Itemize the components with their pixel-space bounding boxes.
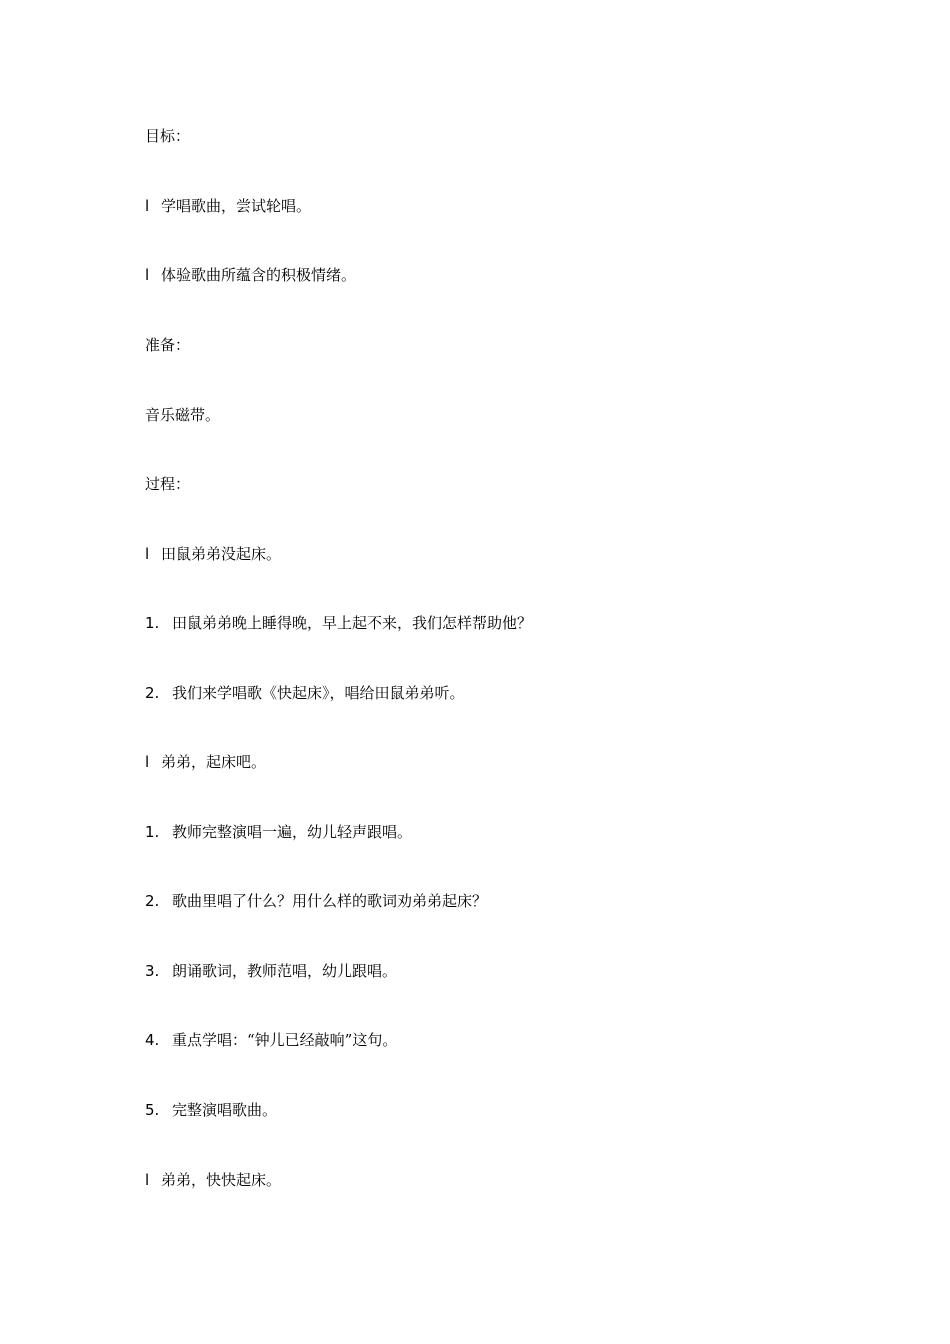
- heading-preparation: [145, 333, 190, 357]
- numbered-item: [145, 1028, 397, 1052]
- numbered-item: [145, 681, 465, 705]
- paragraph-text: 弟弟，快快起床。: [161, 1171, 282, 1189]
- heading-goals: [145, 124, 190, 148]
- bullet-marker: l: [145, 753, 150, 771]
- item-number: 2.: [145, 892, 160, 910]
- bullet-marker: l: [145, 545, 150, 563]
- numbered-item: [145, 611, 532, 635]
- paragraph-text: 目标：: [145, 127, 191, 145]
- paragraph-text: 重点学唱：“钟儿已经敲响”这句。: [172, 1031, 398, 1049]
- bullet-marker: l: [145, 1171, 150, 1189]
- bullet-marker: l: [145, 266, 150, 284]
- paragraph-text: 我们来学唱歌《快起床》，唱给田鼠弟弟听。: [172, 684, 465, 702]
- paragraph-text: 歌曲里唱了什么？用什么样的歌词劝弟弟起床？: [172, 892, 488, 910]
- paragraph-text: 教师完整演唱一遍，幼儿轻声跟唱。: [172, 823, 413, 841]
- bullet-marker: l: [145, 197, 150, 215]
- paragraph-text: 过程：: [145, 475, 191, 493]
- paragraph-text: 体验歌曲所蕴含的积极情绪。: [161, 266, 357, 284]
- item-number: 5.: [145, 1101, 160, 1119]
- paragraph-text: 朗诵歌词，教师范唱，幼儿跟唱。: [172, 962, 398, 980]
- bullet-item: [145, 194, 311, 218]
- item-number: 4.: [145, 1031, 160, 1049]
- numbered-item: [145, 889, 487, 913]
- heading-process: [145, 472, 190, 496]
- bullet-item: [145, 1168, 281, 1192]
- numbered-item: [145, 1098, 277, 1122]
- bullet-item: [145, 263, 356, 287]
- paragraph-text: 音乐磁带。: [145, 406, 221, 424]
- numbered-item: [145, 959, 397, 983]
- bullet-item: [145, 542, 281, 566]
- paragraph: [145, 403, 220, 427]
- paragraph-text: 田鼠弟弟晚上睡得晚，早上起不来，我们怎样帮助他？: [172, 614, 533, 632]
- paragraph-text: 田鼠弟弟没起床。: [161, 545, 282, 563]
- paragraph-text: 学唱歌曲，尝试轮唱。: [161, 197, 312, 215]
- paragraph-text: 准备：: [145, 336, 191, 354]
- paragraph-text: 完整演唱歌曲。: [172, 1101, 278, 1119]
- item-number: 2.: [145, 684, 160, 702]
- item-number: 3.: [145, 962, 160, 980]
- numbered-item: [145, 820, 412, 844]
- paragraph-text: 弟弟，起床吧。: [161, 753, 267, 771]
- bullet-item: [145, 750, 266, 774]
- item-number: 1.: [145, 823, 160, 841]
- item-number: 1.: [145, 614, 160, 632]
